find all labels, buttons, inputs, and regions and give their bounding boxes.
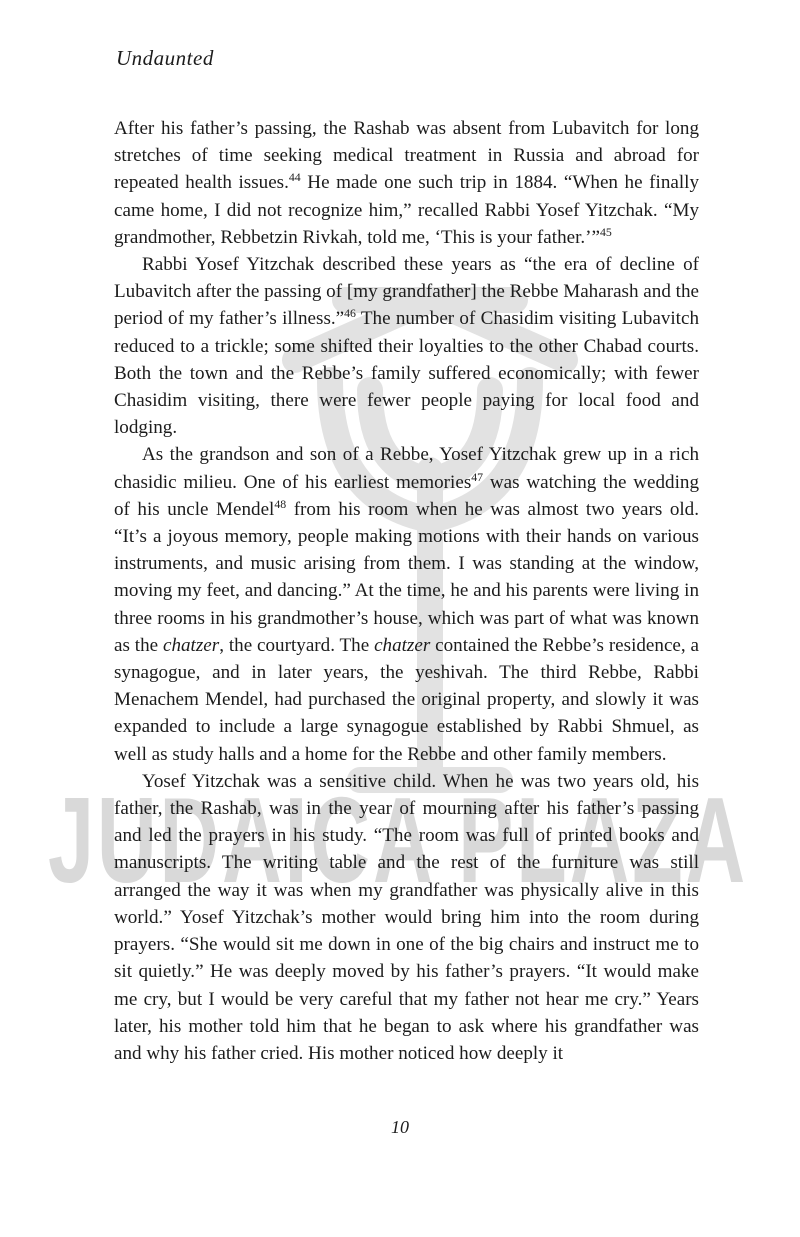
text-run: After his father’s passing, the Rashab was absent from Lubavitch for long stretches of time seeking medical treatment in Russia and abroad for repeated health issues. [114, 118, 699, 194]
footnote-ref: 46 [344, 306, 356, 321]
text-run: The number of Chasidim visiting Lubavitch reduced to a trickle; some shifted their loyalties to the other Chabad courts. Both the town and the Rebbe’s family suffered economically; with fewer Chasidim visiting, there were fewer people paying for local food and lodging. [114, 308, 700, 439]
text-run: , the courtyard. The [219, 634, 375, 656]
italic-term: chatzer [374, 634, 431, 656]
italic-term: chatzer [162, 634, 220, 656]
text-run: from his room when he was almost two years old. “It’s a joyous memory, people making motions with their hands on various instruments, and music arising from them. I was standing at the window, moving my feet, and dancing.” At the time, he and his parents were living in three rooms in his grandmother’s house, which was part of what was known as the [114, 498, 699, 656]
watermark-text: JUDAICA PLAZA [48, 772, 748, 908]
paragraph-2 [114, 251, 699, 441]
body-text [114, 115, 699, 1067]
footnote-ref: 47 [471, 469, 484, 484]
paragraph-4 [114, 768, 699, 1067]
text-run: He made one such trip in 1884. “When he finally came home, I did not recognize him,” recalled Rabbi Yosef Yitzchak. “My grandmother, Rebbetzin Rivkah, told me, ‘This is your father.’” [114, 172, 699, 248]
text-run: Rabbi Yosef Yitzchak described these years as “the era of decline of Lubavitch after the passing of [my grandfather] the Rebbe Maharash and the period of my father’s illness.” [114, 254, 699, 330]
text-run: was watching the wedding of his uncle Mendel [114, 471, 700, 520]
footnote-ref: 45 [600, 224, 612, 239]
paragraph-1 [114, 115, 699, 251]
footnote-ref: 44 [288, 170, 301, 185]
text-run: Yosef Yitzchak was a sensitive child. When he was two years old, his father, the Rashab, was in the year of mourning after his father’s passing and led the prayers in his study. “The room was full of printed books and manuscripts. The writing table and the rest of the furniture was still arranged the way it was when my grandfather was physically alive in this world.” Yosef Yitzchak’s mother would bring him into the room during prayers. “She would sit me down in one of the big chairs and instruct me to sit quietly.” He was deeply moved by his father’s prayers. “It would make me cry, but I would be very careful that my father not hear me cry.” Years later, his mother told him that he began to ask where his grandfather was and why his father cried. His mother noticed how deeply it [114, 770, 699, 1064]
running-head: Undaunted [116, 46, 214, 70]
paragraph-3 [114, 441, 699, 767]
footnote-ref: 48 [274, 496, 287, 511]
page-number: 10 [391, 1117, 409, 1137]
text-run: As the grandson and son of a Rebbe, Yosef Yitzchak grew up in a rich chasidic milieu. One of his earliest memories [114, 444, 699, 493]
text-run: contained the Rebbe’s residence, a synagogue, and in later years, the yeshivah. The third Rebbe, Rabbi Menachem Mendel, had purchased the original property, and slowly it was expanded to include a large synagogue established by Rabbi Shmuel, as well as study halls and a home for the Rebbe and other family members. [114, 634, 700, 765]
